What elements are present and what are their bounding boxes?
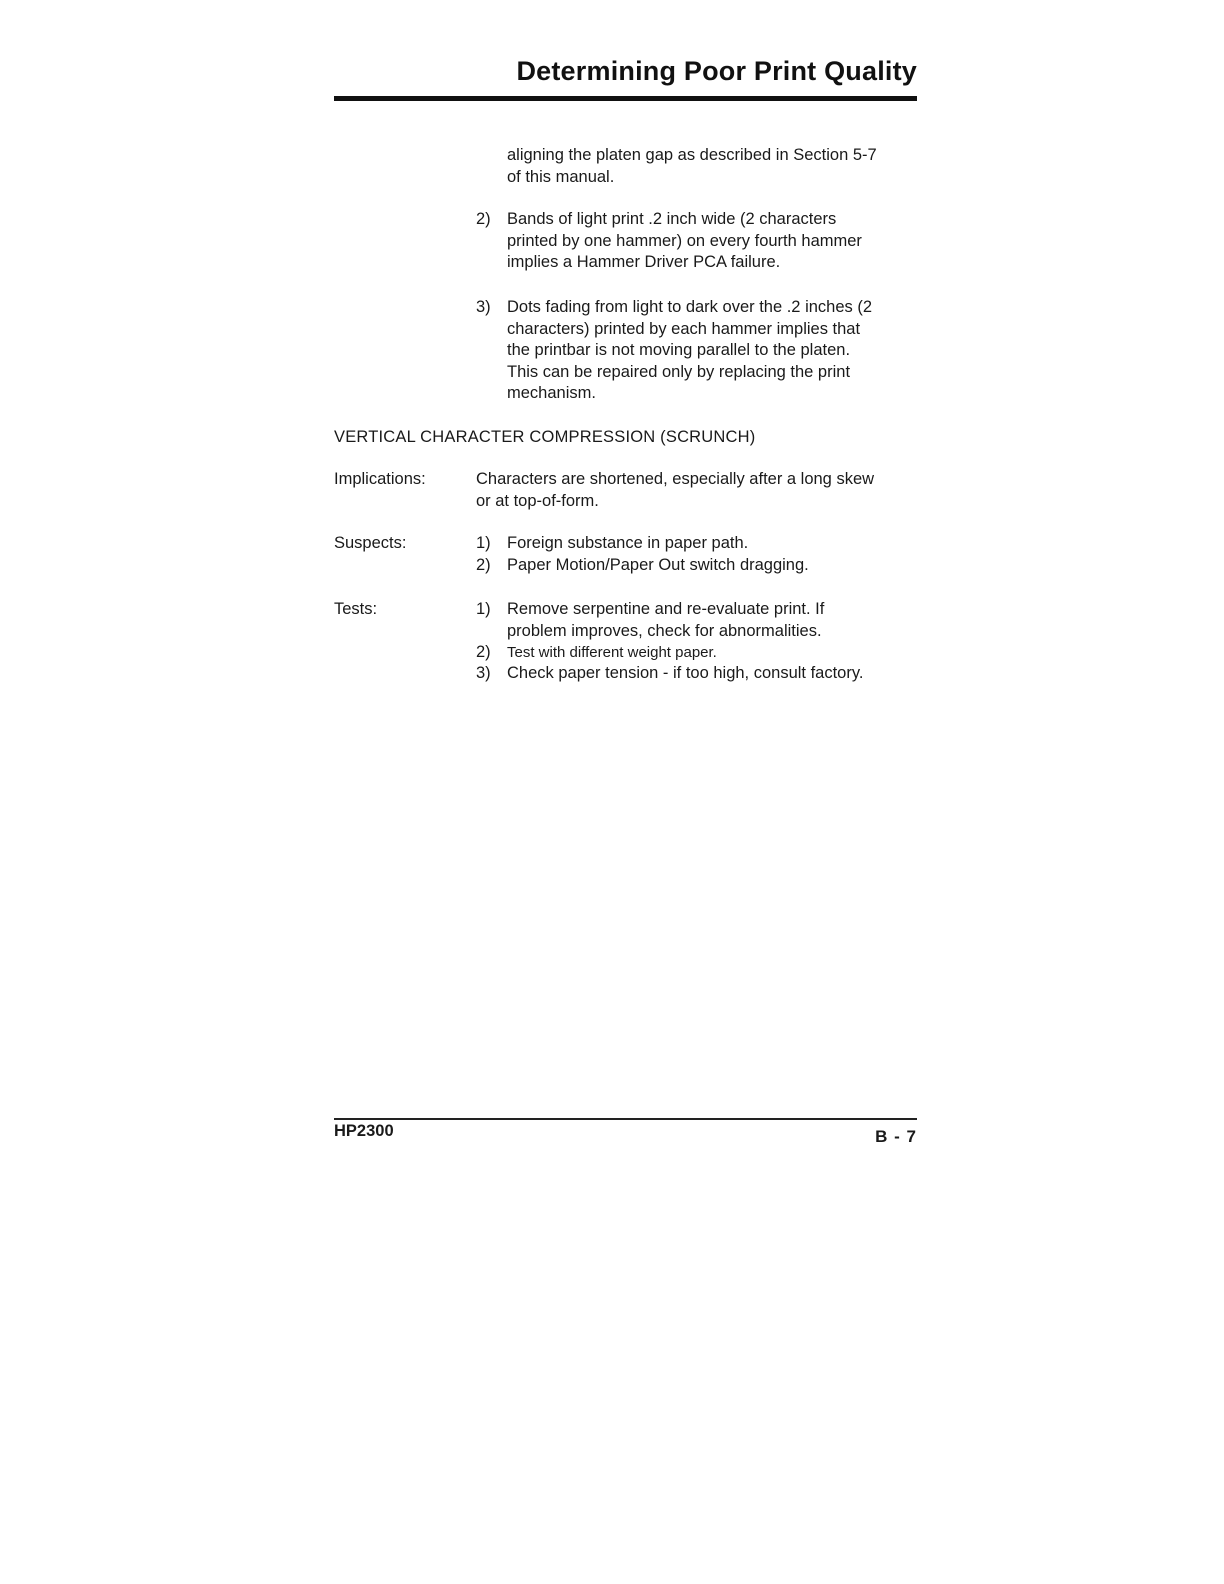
text-line: Remove serpentine and re-evaluate print. If <box>507 600 825 618</box>
list-item <box>507 297 872 405</box>
text-line: Paper Motion/Paper Out switch dragging. <box>507 556 809 574</box>
list-item-number: 1) <box>476 534 491 552</box>
list-item-number: 3) <box>476 298 491 316</box>
text-line: Characters are shortened, especially after a long skew <box>476 470 875 488</box>
list-item-number: 2) <box>476 210 491 228</box>
list-item-number: 3) <box>476 664 491 682</box>
text-line: Test with different weight paper. <box>507 644 717 661</box>
text-line: aligning the platen gap as described in Section 5-7 <box>507 146 877 164</box>
page-title: Determining Poor Print Quality <box>516 56 917 86</box>
list-item-number: 2) <box>476 643 491 661</box>
footer-page-number: B - 7 <box>875 1127 917 1146</box>
list-item <box>507 599 824 642</box>
text-line: This can be repaired only by replacing the print <box>507 362 851 381</box>
list-item <box>507 663 863 685</box>
section-heading: VERTICAL CHARACTER COMPRESSION (SCRUNCH) <box>334 428 756 446</box>
text-line: implies a Hammer Driver PCA failure. <box>507 253 781 271</box>
list-item-number: 1) <box>476 600 491 618</box>
text-line: Bands of light print .2 inch wide (2 characters <box>507 210 837 228</box>
suspects-label: Suspects: <box>334 534 407 552</box>
text-line: printed by one hammer) on every fourth hammer <box>507 231 862 250</box>
text-line: Foreign substance in paper path. <box>507 534 749 552</box>
text-line: problem improves, check for abnormalities. <box>507 621 822 640</box>
text-line: the printbar is not moving parallel to the platen. <box>507 341 851 359</box>
tests-label: Tests: <box>334 600 378 618</box>
text-line: of this manual. <box>507 167 615 186</box>
text-line: Dots fading from light to dark over the .2 inches (2 <box>507 298 873 316</box>
text-line: Check paper tension - if too high, consult factory. <box>507 664 864 682</box>
list-item <box>507 533 748 555</box>
list-item <box>507 642 717 664</box>
title-rule <box>334 96 917 101</box>
continued-paragraph <box>507 145 877 188</box>
list-item <box>507 209 862 274</box>
list-item <box>507 555 809 577</box>
text-line: mechanism. <box>507 384 596 402</box>
implications-text <box>476 469 874 512</box>
footer-rule <box>334 1118 917 1120</box>
implications-label: Implications: <box>334 470 426 488</box>
list-item-number: 2) <box>476 556 491 574</box>
footer-product-name: HP2300 <box>334 1122 394 1140</box>
text-line: characters) printed by each hammer implies that <box>507 319 861 338</box>
text-line: or at top-of-form. <box>476 491 599 510</box>
